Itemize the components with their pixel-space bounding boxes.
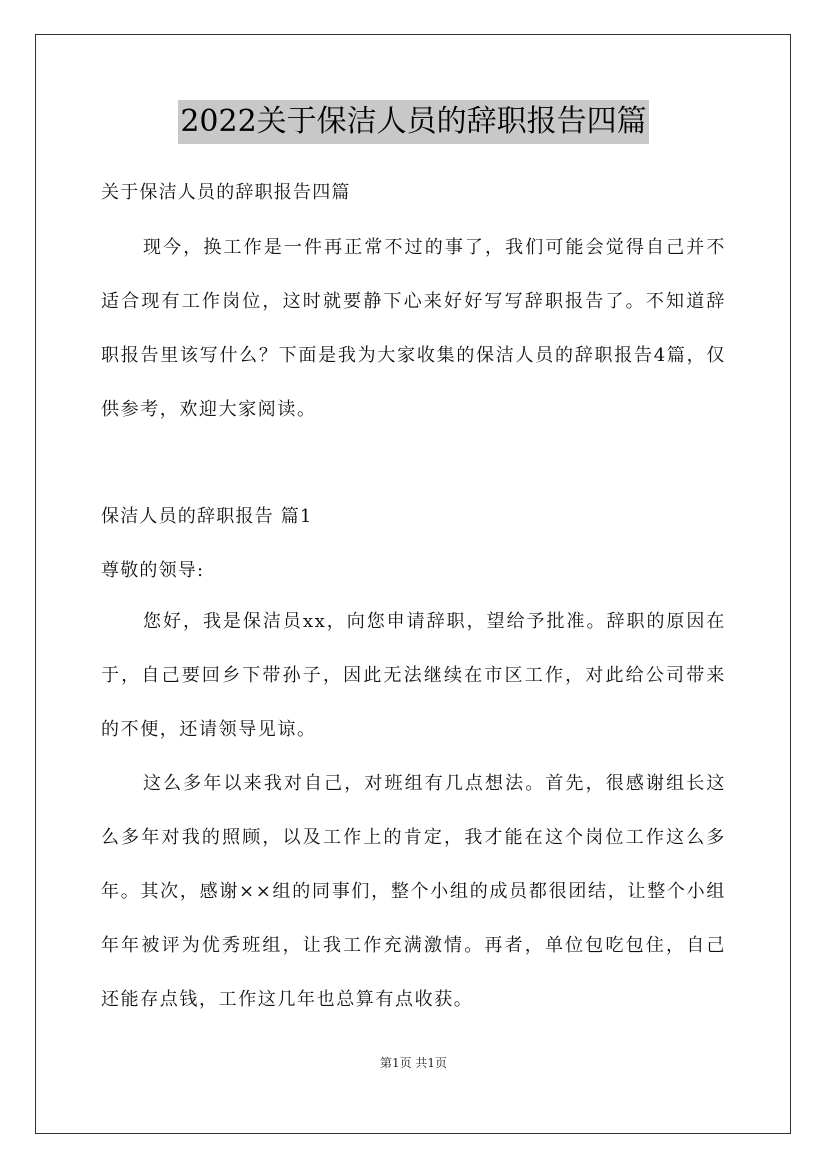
title-container: [0, 100, 827, 144]
salutation: 尊敬的领导:: [101, 560, 205, 581]
subtitle: 关于保洁人员的辞职报告四篇: [101, 182, 351, 203]
document-title: 2022关于保洁人员的辞职报告四篇: [178, 100, 648, 144]
body-paragraph-2: 这么多年以来我对自己，对班组有几点想法。首先，很感谢组长这么多年对我的照顾，以及工作上的肯定，我才能在这个岗位工作这么多年。其次，感谢××组的同事们，整个小组的成员都很团结，让整个小组年年被评为优秀班组，让我工作充满激情。再者，单位包吃包住，自己还能存点钱，工作这几年也总算有点收获。: [101, 773, 726, 1010]
section-heading: 保洁人员的辞职报告 篇1: [101, 506, 313, 527]
page-footer: 第1页 共1页: [379, 1056, 448, 1070]
intro-paragraph: 现今，换工作是一件再正常不过的事了，我们可能会觉得自己并不适合现有工作岗位，这时就要静下心来好好写写辞职报告了。不知道辞职报告里该写什么？下面是我为大家收集的保洁人员的辞职报告4篇，仅供参考，欢迎大家阅读。: [101, 237, 726, 420]
document-body: [101, 173, 726, 1027]
body-paragraph-1: 您好，我是保洁员xx，向您申请辞职，望给予批准。辞职的原因在于，自己要回乡下带孙子，因此无法继续在市区工作，对此给公司带来的不便，还请领导见谅。: [101, 611, 726, 740]
